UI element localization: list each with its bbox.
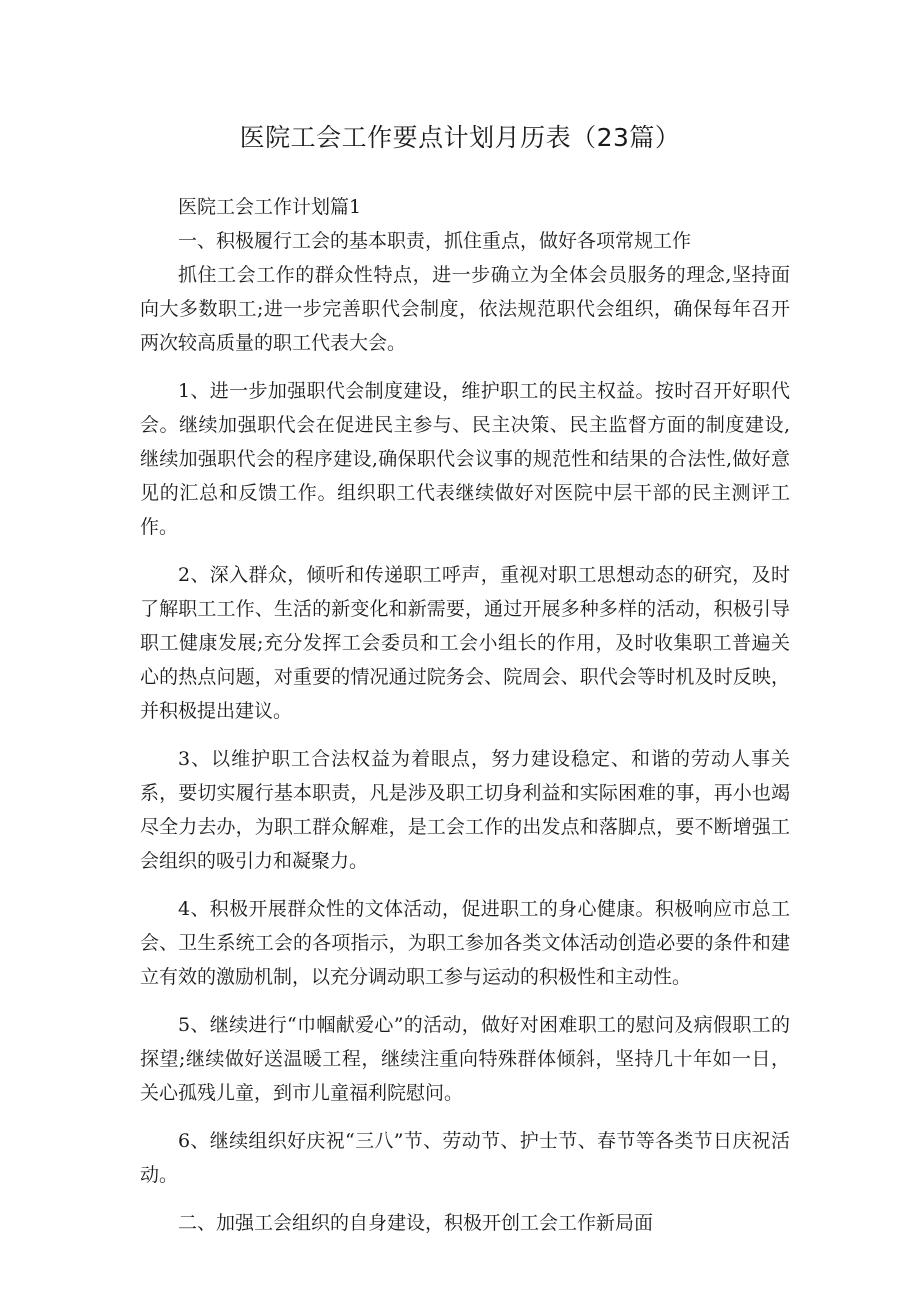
document-body xyxy=(140,190,790,1240)
item-5-paragraph: 5、继续进行“巾帼献爱心”的活动，做好对困难职工的慰问及病假职工的探望;继续做好送温暖工程，继续注重向特殊群体倾斜，坚持几十年如一日，关心孤残儿童，到市儿童福利院慰问。 xyxy=(140,1014,790,1104)
intro-paragraph: 抓住工会工作的群众性特点，进一步确立为全体会员服务的理念,坚持面向大多数职工;进一步完善职代会制度，依法规范职代会组织，确保每年召开两次较高质量的职工代表大会。 xyxy=(140,264,790,354)
section-heading: 医院工会工作计划篇1 xyxy=(178,196,362,218)
item-3-paragraph: 3、以维护职工合法权益为着眼点，努力建设稳定、和谐的劳动人事关系，要切实履行基本职责，凡是涉及职工切身利益和实际困难的事，再小也竭尽全力去办，为职工群众解难，是工会工作的出发点和落脚点，要不断增强工会组织的吸引力和凝聚力。 xyxy=(140,748,790,872)
heading-one: 一、积极履行工会的基本职责，抓住重点，做好各项常规工作 xyxy=(178,230,692,252)
item-4-paragraph: 4、积极开展群众性的文体活动，促进职工的身心健康。积极响应市总工会、卫生系统工会的各项指示，为职工参加各类文体活动创造必要的条件和建立有效的激励机制，以充分调动职工参与运动的积极性和主动性。 xyxy=(140,898,790,988)
item-1-paragraph: 1、进一步加强职代会制度建设，维护职工的民主权益。按时召开好职代会。继续加强职代会在促进民主参与、民主决策、民主监督方面的制度建设,继续加强职代会的程序建设,确保职代会议事的规范性和结果的合法性,做好意见的汇总和反馈工作。组织职工代表继续做好对医院中层干部的民主测评工作。 xyxy=(140,380,790,538)
item-6-paragraph: 6、继续组织好庆祝“三八”节、劳动节、护士节、春节等各类节日庆祝活动。 xyxy=(140,1130,790,1186)
document-title: 医院工会工作要点计划月历表（23篇） xyxy=(239,123,681,152)
item-2-paragraph: 2、深入群众，倾听和传递职工呼声，重视对职工思想动态的研究，及时了解职工工作、生活的新变化和新需要，通过开展多种多样的活动，积极引导职工健康发展;充分发挥工会委员和工会小组长的作用，及时收集职工普遍关心的热点问题，对重要的情况通过院务会、院周会、职代会等时机及时反映，并积极提出建议。 xyxy=(140,564,790,722)
heading-two: 二、加强工会组织的自身建设，积极开创工会工作新局面 xyxy=(178,1212,654,1234)
